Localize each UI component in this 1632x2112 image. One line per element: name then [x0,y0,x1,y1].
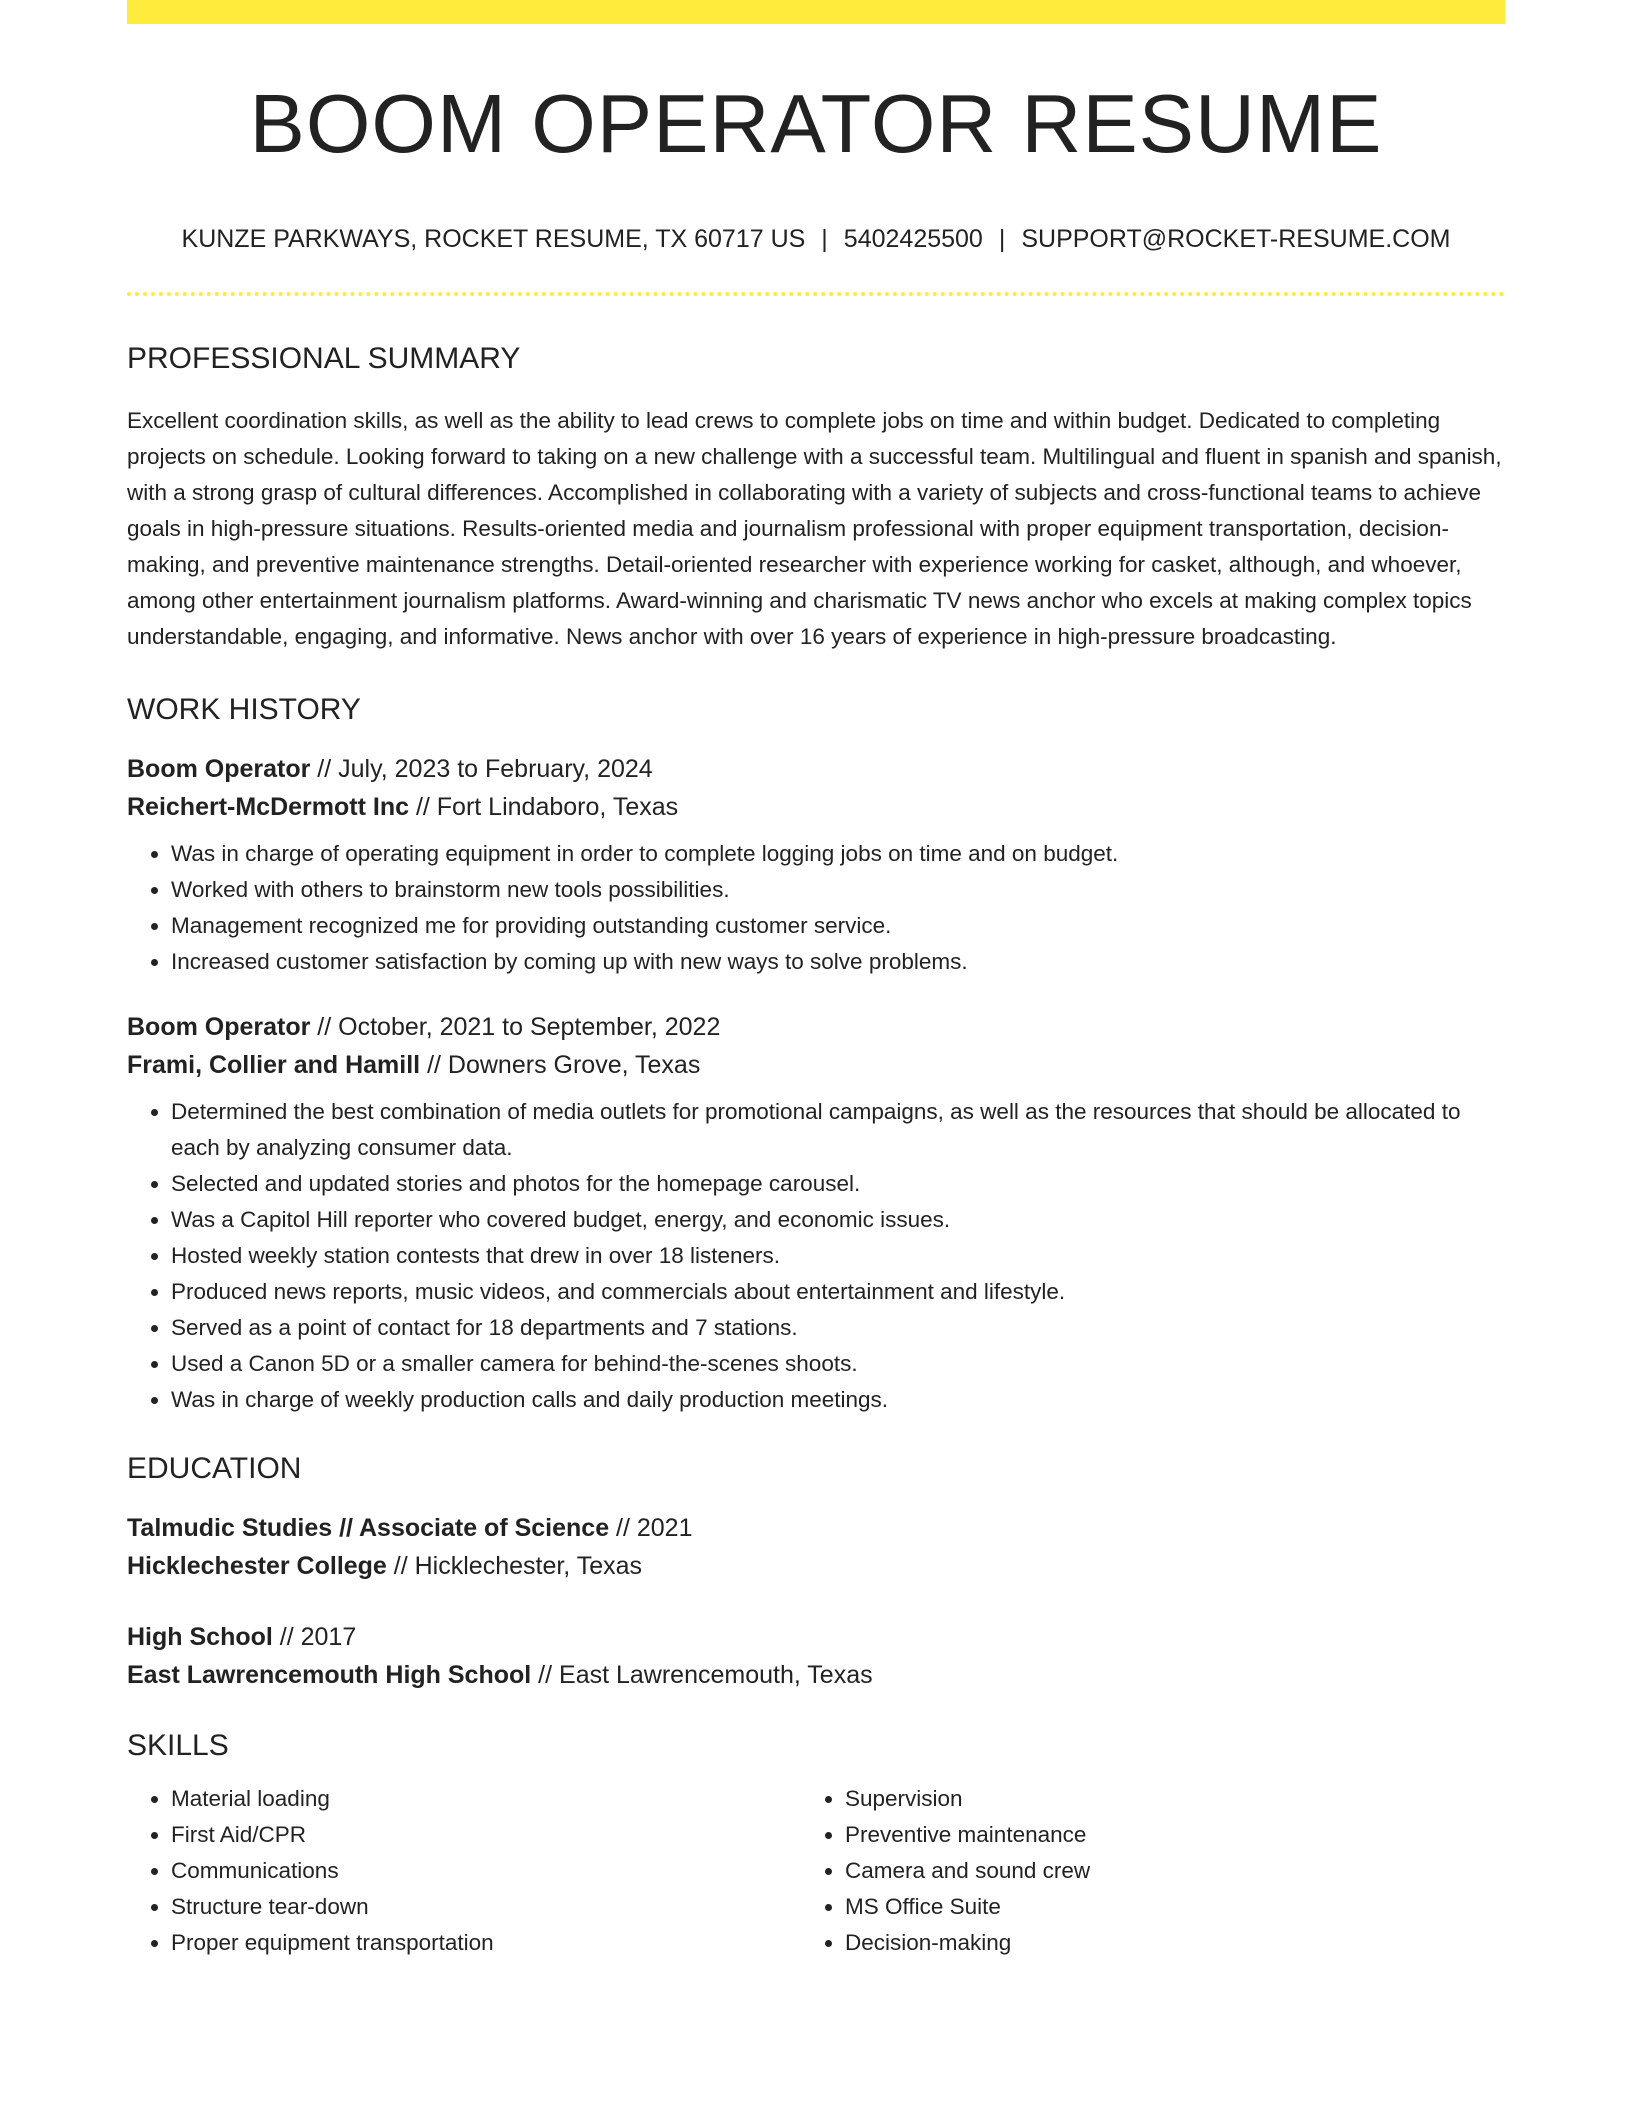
job-title-line [127,1008,1505,1046]
job-bullet: • Served as a point of contact for 18 departments and 7 stations. [171,1310,1505,1346]
job-dates: // July, 2023 to February, 2024 [310,755,653,783]
job-bullet: • Hosted weekly station contests that drew in over 18 listeners. [171,1238,1505,1274]
accent-top-bar [127,0,1505,24]
work-history-heading: WORK HISTORY [127,693,361,726]
job-bullets [127,836,1505,980]
job-company: Reichert-McDermott Inc [127,793,409,821]
education-location: // East Lawrencemouth, Texas [531,1661,873,1689]
job-entry [127,750,1505,980]
skill-item: • Preventive maintenance [845,1817,1475,1853]
job-title-line [127,750,1505,788]
job-bullet: • Selected and updated stories and photos for the homepage carousel. [171,1166,1505,1202]
job-location: // Fort Lindaboro, Texas [409,793,679,821]
job-dates: // October, 2021 to September, 2022 [310,1013,721,1041]
resume-page [127,0,1505,1961]
education-entry [127,1509,1505,1585]
education-degree: Talmudic Studies // Associate of Science [127,1514,610,1542]
skill-item: • First Aid/CPR [171,1817,801,1853]
skill-item: • Structure tear-down [171,1889,801,1925]
skills-list-right [801,1781,1475,1961]
education-location: // Hicklechester, Texas [386,1552,643,1580]
summary-text: Excellent coordination skills, as well as the ability to lead crews to complete jobs on time and within budget. Dedicated to completing projects on schedule. Looking forward to taking on a new challenge with a successful team. Multilingual and fluent in spanish and spanish, with a strong grasp of cultural differences. Accomplished in collaborating with a variety of subjects and cross-functional teams to achieve goals in high-pressure situations. Results-oriented media and journalism professional with proper equipment transportation, decision-making, and preventive maintenance strengths. Detail-oriented researcher with experience working for casket, although, and whoever, among other entertainment journalism platforms. Award-winning and charismatic TV news anchor who excels at making complex topics understandable, engaging, and informative. News anchor with over 16 years of experience in high-pressure broadcasting. [127,408,1502,649]
contact-line [127,227,1505,252]
job-company: Frami, Collier and Hamill [127,1051,421,1079]
job-bullet: • Was a Capitol Hill reporter who covered budget, energy, and economic issues. [171,1202,1505,1238]
education-school-line [127,1656,1505,1694]
job-role: Boom Operator [127,755,311,783]
education-entry [127,1618,1505,1694]
job-bullets [127,1094,1505,1418]
job-bullet: • Worked with others to brainstorm new tools possibilities. [171,872,1505,908]
skill-item: • Material loading [171,1781,801,1817]
job-bullet: • Increased customer satisfaction by coming up with new ways to solve problems. [171,944,1505,980]
summary-heading: PROFESSIONAL SUMMARY [127,342,521,375]
job-bullet: • Was in charge of operating equipment in order to complete logging jobs on time and on budget. [171,836,1505,872]
education-heading: EDUCATION [127,1452,302,1485]
skill-item: • Decision-making [845,1925,1475,1961]
skill-item: • Camera and sound crew [845,1853,1475,1889]
education-degree: High School [127,1623,273,1651]
dotted-divider [127,292,1505,296]
skills-list-left [127,1781,801,1961]
job-location: // Downers Grove, Texas [420,1051,701,1079]
job-bullet: • Produced news reports, music videos, and commercials about entertainment and lifestyle. [171,1274,1505,1310]
skill-item: • MS Office Suite [845,1889,1475,1925]
skill-item: • Communications [171,1853,801,1889]
education-year: // 2017 [272,1623,357,1651]
resume-title: BOOM OPERATOR RESUME [249,77,1383,170]
contact-separator: | [821,225,828,253]
education-school-line [127,1547,1505,1585]
job-bullet: • Used a Canon 5D or a smaller camera for behind-the-scenes shoots. [171,1346,1505,1382]
education-school: East Lawrencemouth High School [127,1661,532,1689]
job-company-line [127,788,1505,826]
education-school: Hicklechester College [127,1552,387,1580]
job-entry [127,1008,1505,1418]
education-year: // 2021 [609,1514,693,1542]
education-degree-line [127,1509,1505,1547]
job-bullet: • Management recognized me for providing outstanding customer service. [171,908,1505,944]
education-degree-line [127,1618,1505,1656]
skill-item: • Supervision [845,1781,1475,1817]
job-bullet: • Was in charge of weekly production calls and daily production meetings. [171,1382,1505,1418]
job-company-line [127,1046,1505,1084]
skills-heading: SKILLS [127,1729,229,1762]
skills-columns [127,1781,1505,1961]
contact-email: SUPPORT@ROCKET-RESUME.COM [1021,225,1451,253]
job-bullet: • Determined the best combination of media outlets for promotional campaigns, as well as the resources that should be allocated to each by analyzing consumer data. [171,1094,1505,1166]
contact-phone: 5402425500 [843,225,983,253]
skill-item: • Proper equipment transportation [171,1925,801,1961]
contact-address: KUNZE PARKWAYS, ROCKET RESUME, TX 60717 US [181,225,806,253]
contact-separator: | [998,225,1006,253]
job-role: Boom Operator [127,1013,311,1041]
